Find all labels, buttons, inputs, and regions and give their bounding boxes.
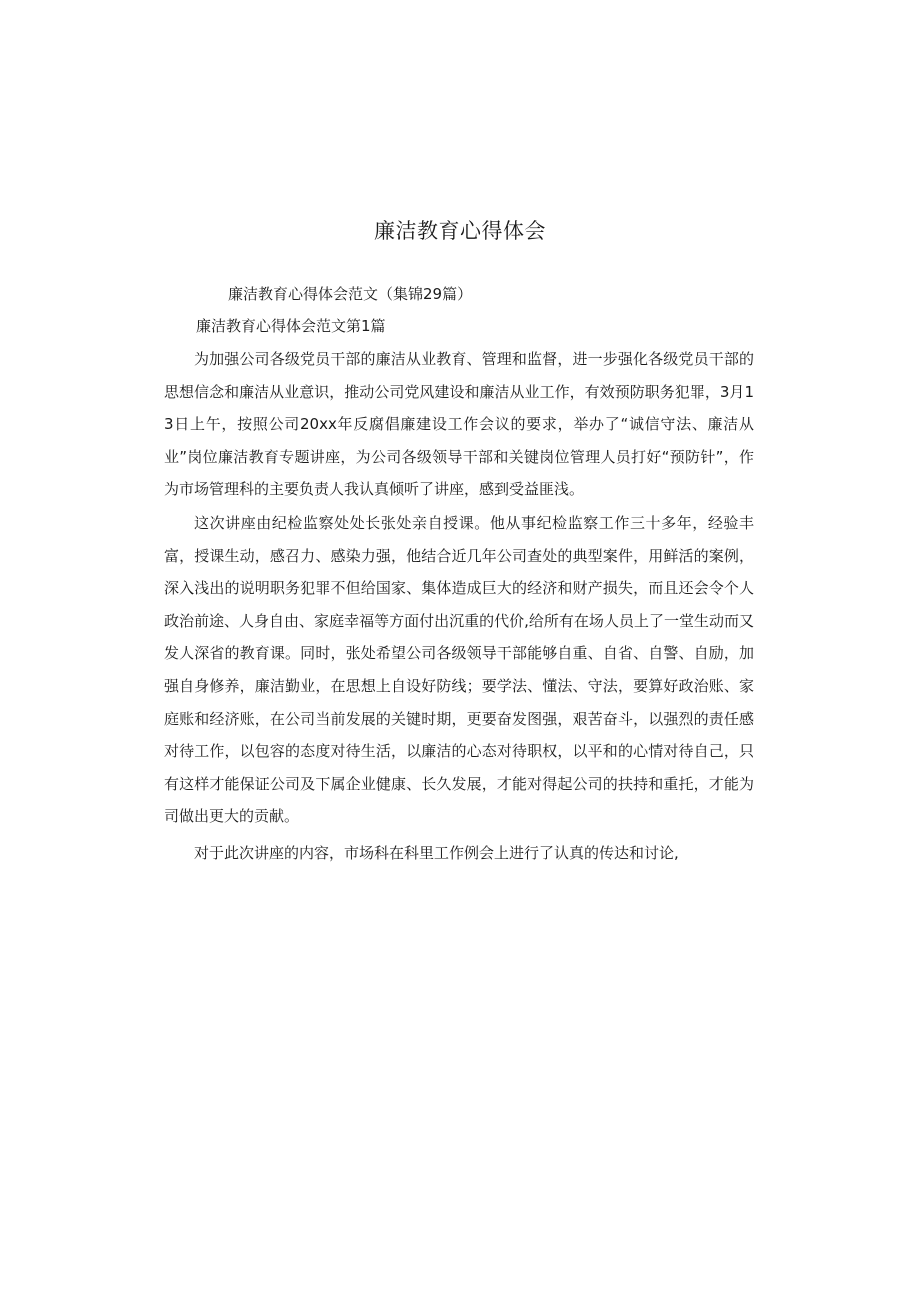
document-title: 廉洁教育心得体会: [374, 219, 546, 243]
body-paragraph-3: 对于此次讲座的内容，市场科在科里工作例会上进行了认真的传达和讨论,: [194, 844, 679, 862]
body-paragraph-2: 这次讲座由纪检监察处处长张处亲自授课。他从事纪检监察工作三十多年，经验丰富，授课生动，感召力、感染力强，他结合近几年公司查处的典型案件，用鲜活的案例，深入浅出的说明职务犯罪不但给国家、集体造成巨大的经济和财产损失，而且还会令个人政治前途、人身自由、家庭幸福等方面付出沉重的代价,给所有在场人员上了一堂生动而又发人深省的教育课。同时，张处希望公司各级领导干部能够自重、自省、自警、自励，加强自身修养，廉洁勤业，在思想上自设好防线；要学法、懂法、守法，要算好政治账、家庭账和经济账，在公司当前发展的关键时期，更要奋发图强，艰苦奋斗，以强烈的责任感对待工作，以包容的态度对待生活，以廉洁的心态对待职权，以平和的心情对待自己，只有这样才能保证公司及下属企业健康、长久发展，才能对得起公司的扶持和重托，才能为司做出更大的贡献。: [164, 514, 754, 826]
section-heading: 廉洁教育心得体会范文第1篇: [196, 317, 386, 335]
document-subtitle: 廉洁教育心得体会范文（集锦29篇）: [228, 285, 473, 303]
body-paragraph-1: 为加强公司各级党员干部的廉洁从业教育、管理和监督，进一步强化各级党员干部的思想信念和廉洁从业意识，推动公司党风建设和廉洁从业工作，有效预防职务犯罪，3月13日上午，按照公司20xx年反腐倡廉建设工作会议的要求，举办了“诚信守法、廉洁从业”岗位廉洁教育专题讲座，为公司各级领导干部和关键岗位管理人员打好“预防针”，作为市场管理科的主要负责人我认真倾听了讲座，感到受益匪浅。: [164, 350, 754, 499]
